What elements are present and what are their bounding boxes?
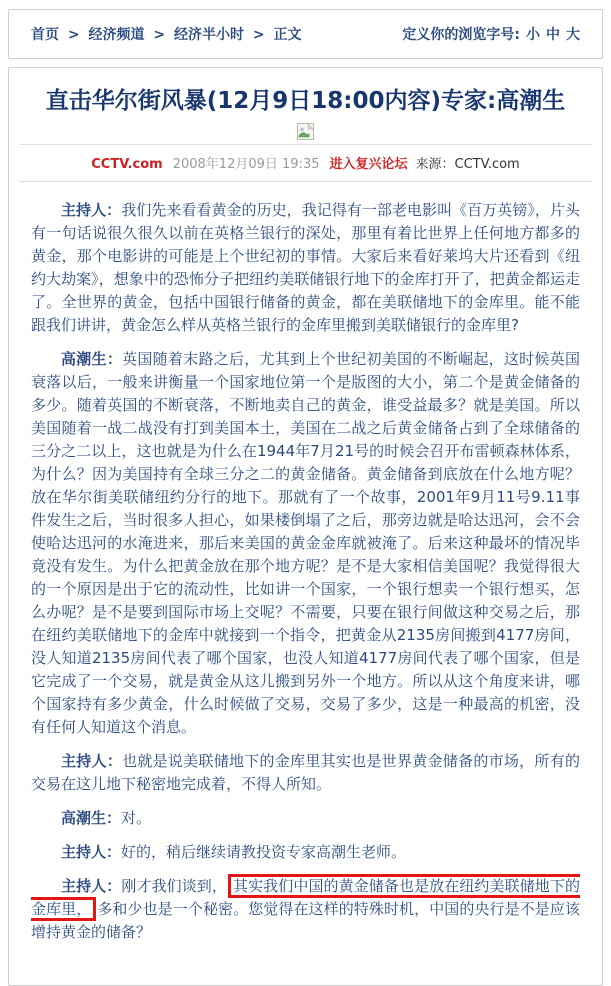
breadcrumb-separator: > (148, 27, 170, 43)
speaker-label: 主持人： (61, 752, 123, 770)
article-container (8, 67, 603, 986)
meta-datetime: 2008年12月09日 19:35 (172, 157, 320, 172)
paragraph-text: 也就是说美联储地下的金库里其实也是世界黄金储备的市场，所有的交易在这儿地下秘密地完成着，不得人所知。 (31, 752, 580, 793)
broken-image-icon (297, 123, 314, 140)
article-paragraph (31, 348, 580, 739)
meta-source-label: 来源： (415, 157, 455, 172)
speaker-label: 主持人： (61, 877, 122, 895)
breadcrumb-item-2[interactable]: 经济频道 (88, 27, 145, 43)
image-placeholder-row (9, 121, 602, 140)
breadcrumb-item-4: 正文 (273, 27, 302, 43)
font-size-options (520, 27, 580, 43)
divider-top (19, 144, 592, 145)
paragraph-text: 对。 (121, 809, 152, 827)
breadcrumb (31, 24, 301, 44)
meta-brand: CCTV.com (91, 157, 163, 172)
breadcrumb-item-1[interactable]: 首页 (31, 27, 59, 43)
paragraph-text: 好的，稍后继续请教投资专家高潮生老师。 (121, 843, 407, 861)
font-size-control (402, 24, 580, 44)
article-paragraph (31, 875, 580, 944)
breadcrumb-separator: > (247, 27, 270, 43)
divider-bottom (19, 181, 592, 182)
font-size-option-3[interactable]: 大 (566, 27, 580, 43)
meta-source: CCTV.com (454, 157, 520, 172)
article-meta (9, 147, 602, 179)
article-paragraph (31, 750, 580, 796)
speaker-label: 主持人： (61, 201, 122, 219)
top-nav-bar (8, 9, 603, 59)
page-title: 直击华尔街风暴(12月9日18:00内容)专家:高潮生 (45, 88, 566, 114)
article-paragraph (31, 841, 580, 864)
paragraph-text: 我们先来看看黄金的历史，我记得有一部老电影叫《百万英镑》，片头有一句话说很久很久以前在英格兰银行的深处，那里有着比世界上任何地方都多的黄金，那个电影讲的可能是上个世纪初的事情。大家后来看好莱坞大片还看到《纽约大劫案》，想象中的恐怖分子把纽约美联储银行地下的金库打开了，把黄金都运走了。全世界的黄金，包括中国银行储备的黄金，都在美联储地下的金库里。能不能跟我们讲讲，黄金怎么样从英格兰银行的金库里搬到美联储银行的金库里? (31, 201, 580, 334)
paragraph-text: 英国随着末路之后，尤其到上个世纪初美国的不断崛起，这时候英国衰落以后，一般来讲衡量一个国家地位第一个是版图的大小，第二个是黄金储备的多少。随着英国的不断衰落，不断地卖自己的黄金，谁受益最多？就是美国。所以美国随着一战二战没有打到美国本土，美国在二战之后黄金储备占到了全球储备的三分之二以上，这也就是为什么在1944年7月21号的时候会召开布雷顿森林体系，为什么？因为美国持有全球三分之二的黄金储备。黄金储备到底放在什么地方呢？放在华尔街美联储纽约分行的地下。那就有了一个故事，2001年9月11号9.11事件发生之后，当时很多人担心，如果楼倒塌了之后，那旁边就是哈达迅河，会不会使哈达迅河的水淹进来，那后来美国的黄金金库就被淹了。后来这种最坏的情况毕竟没有发生。为什么把黄金放在那个地方呢？是不是大家相信美国呢？我觉得很大的一个原因是出于它的流动性，比如讲一个国家，一个银行想卖一个银行想买，怎么办呢？是不是要到国际市场上交呢？不需要，只要在银行间做这种交易之后，那在纽约美联储地下的金库中就接到一个指令，把黄金从2135房间搬到4177房间，没人知道2135房间代表了哪个国家，也没人知道4177房间代表了哪个国家，但是它完成了一个交易，就是黄金从这儿搬到另外一个地方。所以从这个角度来讲，哪个国家持有多少黄金，什么时候做了交易，交易了多少，这是一种最高的机密，没有任何人知道这个消息。 (31, 350, 580, 736)
highlight-annotation-box: 其实我们中国的黄金储备也是放在纽约美联储地下的金库里， (31, 874, 580, 921)
article-body (9, 184, 602, 944)
speaker-label: 高潮生： (61, 809, 122, 827)
article-paragraph (31, 199, 580, 337)
font-size-option-1[interactable]: 小 (526, 27, 540, 43)
article-paragraph (31, 807, 580, 830)
forum-link[interactable]: 进入复兴论坛 (329, 157, 408, 172)
speaker-label: 主持人： (61, 843, 122, 861)
breadcrumb-item-3[interactable]: 经济半小时 (173, 27, 244, 43)
font-size-option-2[interactable]: 中 (546, 27, 560, 43)
paragraph-text-after: 多和少也是一个秘密。您觉得在这样的特殊时机，中国的央行是不是应该增持黄金的储备？ (31, 900, 580, 941)
font-size-label: 定义你的浏览字号: (402, 27, 520, 43)
paragraph-text-before: 刚才我们谈到， (121, 877, 227, 895)
speaker-label: 高潮生： (61, 350, 123, 368)
breadcrumb-separator: > (63, 27, 85, 43)
